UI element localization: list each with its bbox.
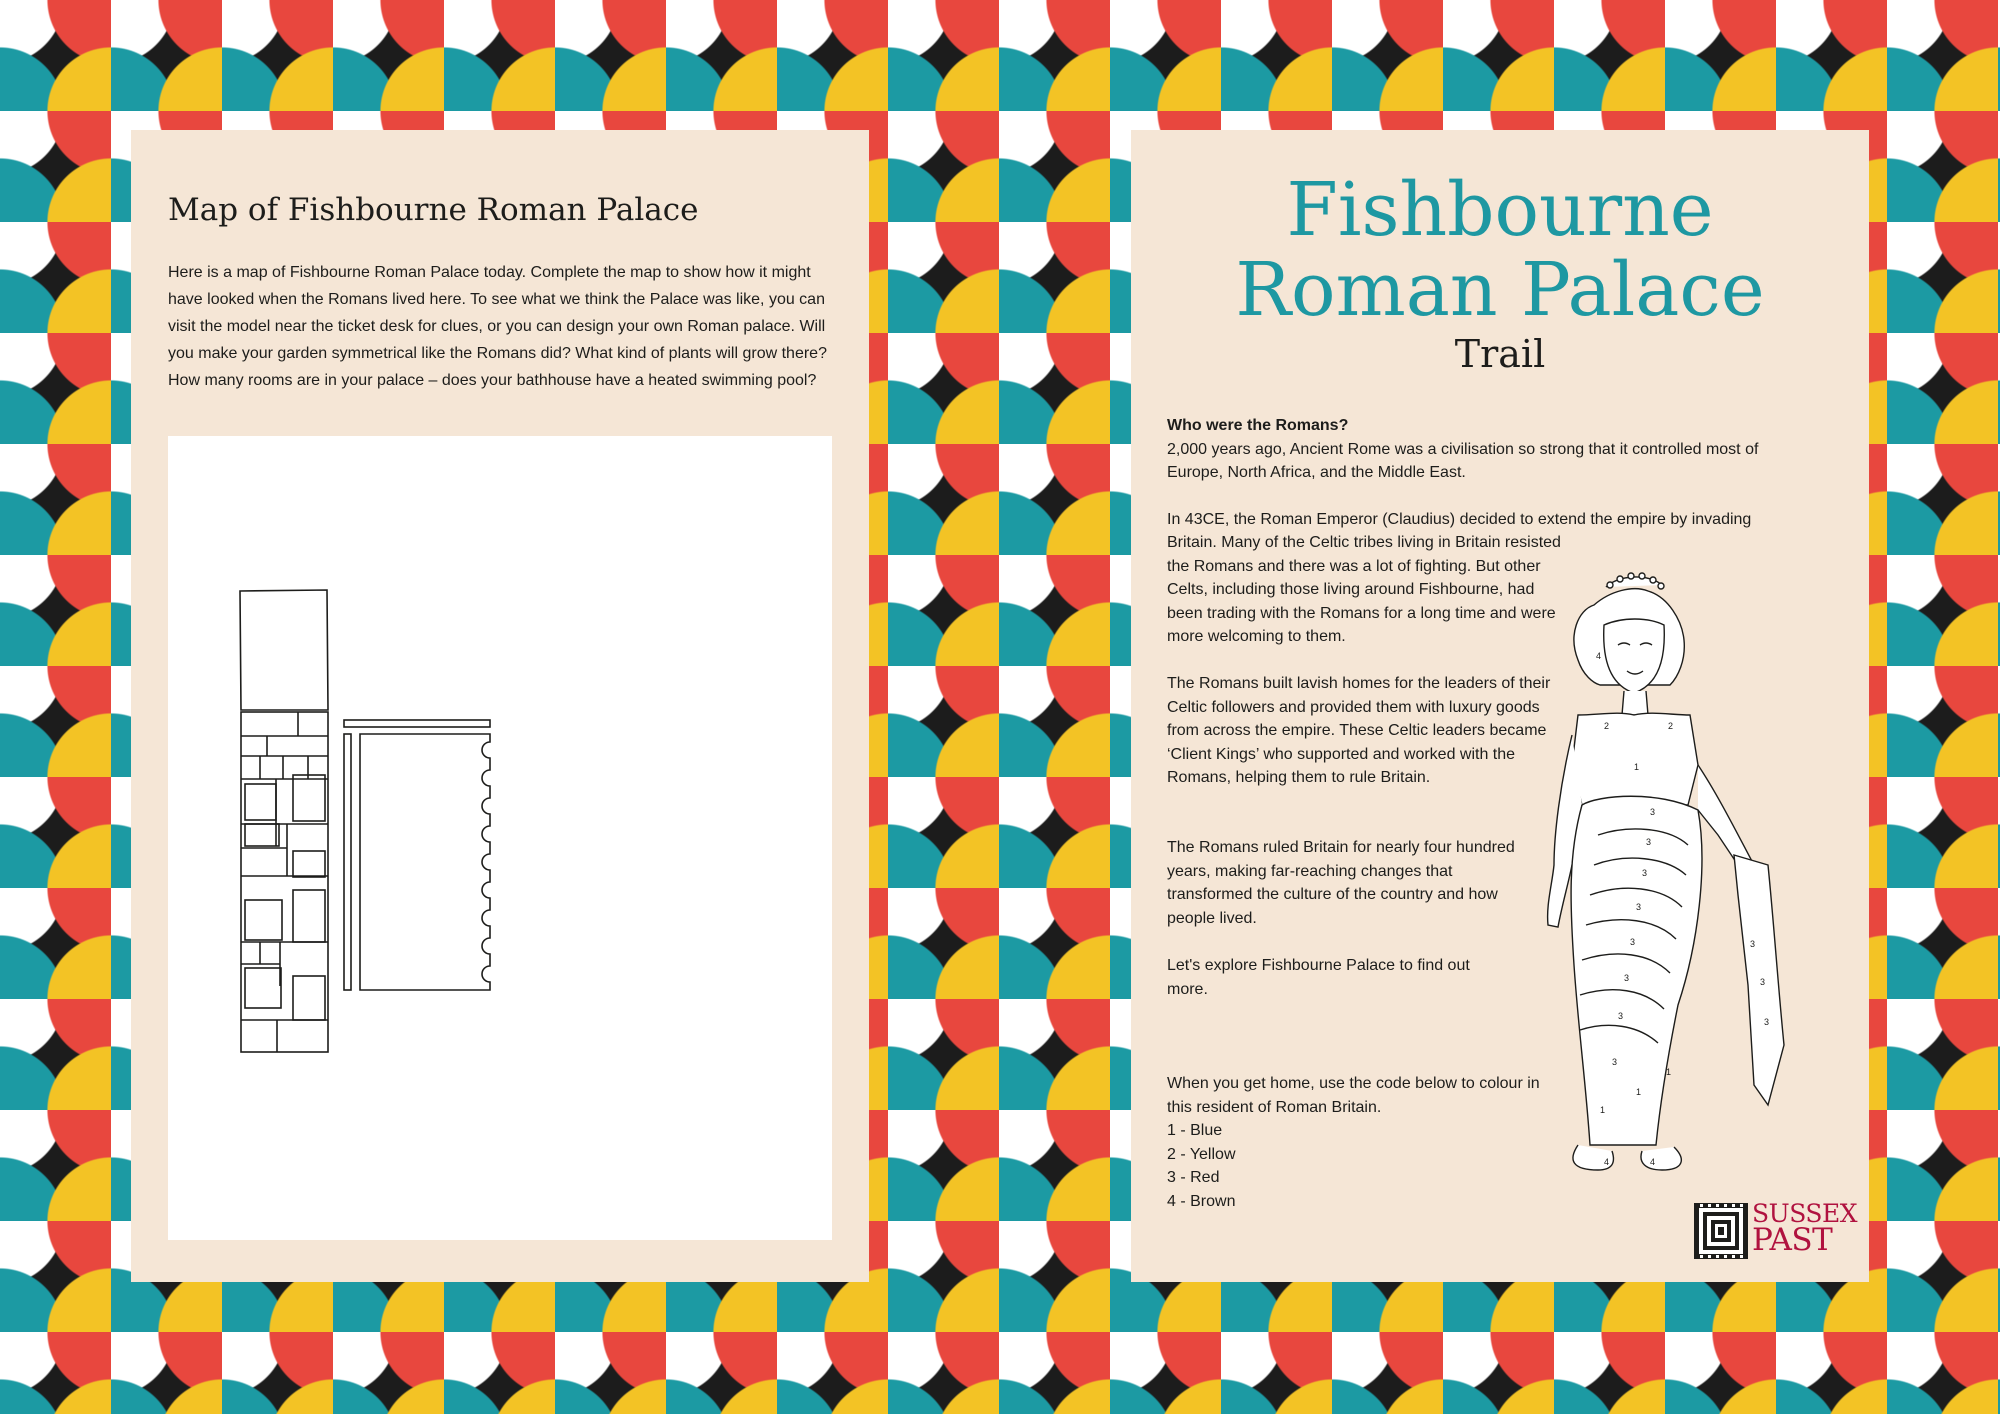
figure-label-red: 3 [1630, 937, 1636, 947]
figure-label-blue: 1 [1634, 762, 1640, 772]
figure-label-red: 3 [1750, 939, 1756, 949]
trail-title-line2: Roman Palace [1235, 247, 1765, 333]
trail-subtitle: Trail [1454, 332, 1546, 376]
sussex-past-logo-text [1752, 1199, 1858, 1258]
sussex-past-logo-mark-icon [1694, 1203, 1748, 1259]
figure-label-blue: 1 [1600, 1105, 1606, 1115]
colour-intro: When you get home, use the code below to colour in this resident of Roman Britain. [1167, 1075, 1540, 1116]
trail-title [1131, 167, 1869, 333]
para-explore: Let's explore Fishbourne Palace to find out more. [1167, 957, 1470, 998]
logo-line1: SUSSEX [1752, 1199, 1858, 1228]
colour-key-item: 4 - Brown [1167, 1192, 1236, 1210]
figure-label-red: 3 [1646, 837, 1652, 847]
palace-map-outline-icon [168, 436, 832, 1240]
figure-label-blue: 1 [1636, 1087, 1642, 1097]
figure-label-red: 3 [1636, 902, 1642, 912]
trail-title-line1: Fishbourne [1286, 167, 1714, 253]
figure-label-red: 3 [1642, 868, 1648, 878]
map-intro-text: Here is a map of Fishbourne Roman Palace today. Complete the map to show how it might have looked when the Romans lived here. To see what we think the Palace was like, you can visit the model near the ticket desk for clues, or you can design your own Roman palace. Will you make your garden symmetrical like the Romans did? What kind of plants will grow there? How many rooms are in your palace – does your bathhouse have a heated swimming pool? [168, 264, 827, 389]
figure-label-red: 3 [1760, 977, 1766, 987]
para-invasion: Britain. Many of the Celtic tribes living in Britain resisted the Romans and there was a lot of fighting. But other Celts, including those living around Fishbourne, had been trading with the Romans for a long time and were more welcoming to them. [1167, 534, 1561, 645]
map-title: Map of Fishbourne Roman Palace [168, 192, 699, 228]
colour-key-item: 2 - Yellow [1167, 1145, 1236, 1163]
map-drawing-area[interactable] [168, 436, 832, 1240]
figure-label-red: 3 [1764, 1017, 1770, 1027]
figure-label-brown: 4 [1650, 1157, 1656, 1167]
logo-line2: PAST [1752, 1222, 1833, 1258]
figure-label-brown: 4 [1604, 1157, 1610, 1167]
para-client-kings: The Romans built lavish homes for the leaders of their Celtic followers and provided them with luxury goods from across the empire. These Celtic leaders became ‘Client Kings’ who supported and worked with the Romans, helping them to rule Britain. [1167, 675, 1551, 786]
trail-page [1131, 130, 1869, 1282]
figure-label-red: 3 [1618, 1011, 1624, 1021]
colour-key-item: 1 - Blue [1167, 1122, 1223, 1139]
para-rome: 2,000 years ago, Ancient Rome was a civilisation so strong that it controlled most of Europe, North Africa, and the Middle East. [1167, 440, 1759, 481]
sussex-past-logo [1694, 1199, 1858, 1264]
figure-label-blue: 1 [1666, 1067, 1672, 1077]
roman-woman-colouring-icon [1538, 565, 1828, 1205]
colour-key-item: 3 - Red [1167, 1169, 1220, 1186]
figure-label-red: 3 [1612, 1057, 1618, 1067]
figure-label-brown: 4 [1596, 651, 1602, 661]
figure-label-yellow: 2 [1604, 721, 1610, 731]
para-invasion-line1: In 43CE, the Roman Emperor (Claudius) decided to extend the empire by invading [1167, 511, 1752, 528]
figure-label-yellow: 2 [1668, 721, 1674, 731]
romans-intro [1167, 414, 1797, 485]
para-ruled-britain: The Romans ruled Britain for nearly four hundred years, making far-reaching changes that transformed the culture of the country and how people lived. [1167, 839, 1515, 927]
figure-label-red: 3 [1650, 807, 1656, 817]
map-page [131, 130, 869, 1282]
figure-label-red: 3 [1624, 973, 1630, 983]
section-heading: Who were the Romans? [1167, 417, 1349, 434]
colour-instructions [1167, 1072, 1557, 1213]
